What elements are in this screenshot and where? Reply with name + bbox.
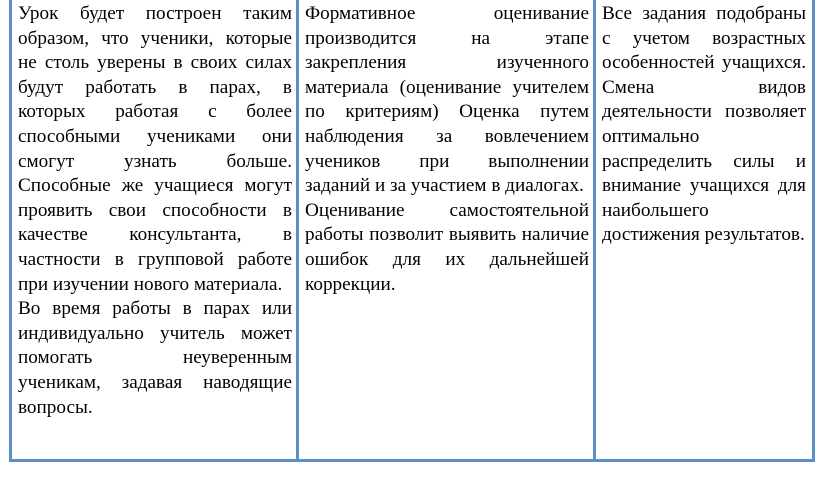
lesson-plan-table	[9, 0, 815, 462]
table-cell-assessment	[299, 0, 596, 459]
cell-paragraph: Урок будет построен таким образом, что ученики, которые не столь уверены в своих силах будут работать в парах, в которых работая с более способными учениками они смогут узнать больше. Способные же учащиеся могут проявить свои способности в качестве консультанта, в частности в групповой работе при изучении нового материала.	[18, 3, 292, 295]
cell-paragraph: Все задания подобраны с учетом возрастных особенностей учащихся. Смена видов деятельности позволяет оптимально распределить силы и внимание учащихся для наибольшего достижения результатов.	[602, 3, 806, 246]
cell-paragraph: Формативное оценивание производится на этапе закрепления изученного материала (оценивание учителем по критериям) Оценка путем наблюдения за вовлечением учеников при выполнении заданий и за участием в диалогах.	[305, 3, 589, 197]
cell-paragraph: Оценивание самостоятельной работы позволит выявить наличие ошибок для их дальнейшей коррекции.	[305, 199, 589, 295]
table-cell-health-safety	[596, 0, 812, 459]
table-cell-differentiation	[12, 0, 299, 459]
cell-paragraph: Во время работы в парах или индивидуально учитель может помогать неуверенным ученикам, задавая наводящие вопросы.	[18, 298, 292, 418]
